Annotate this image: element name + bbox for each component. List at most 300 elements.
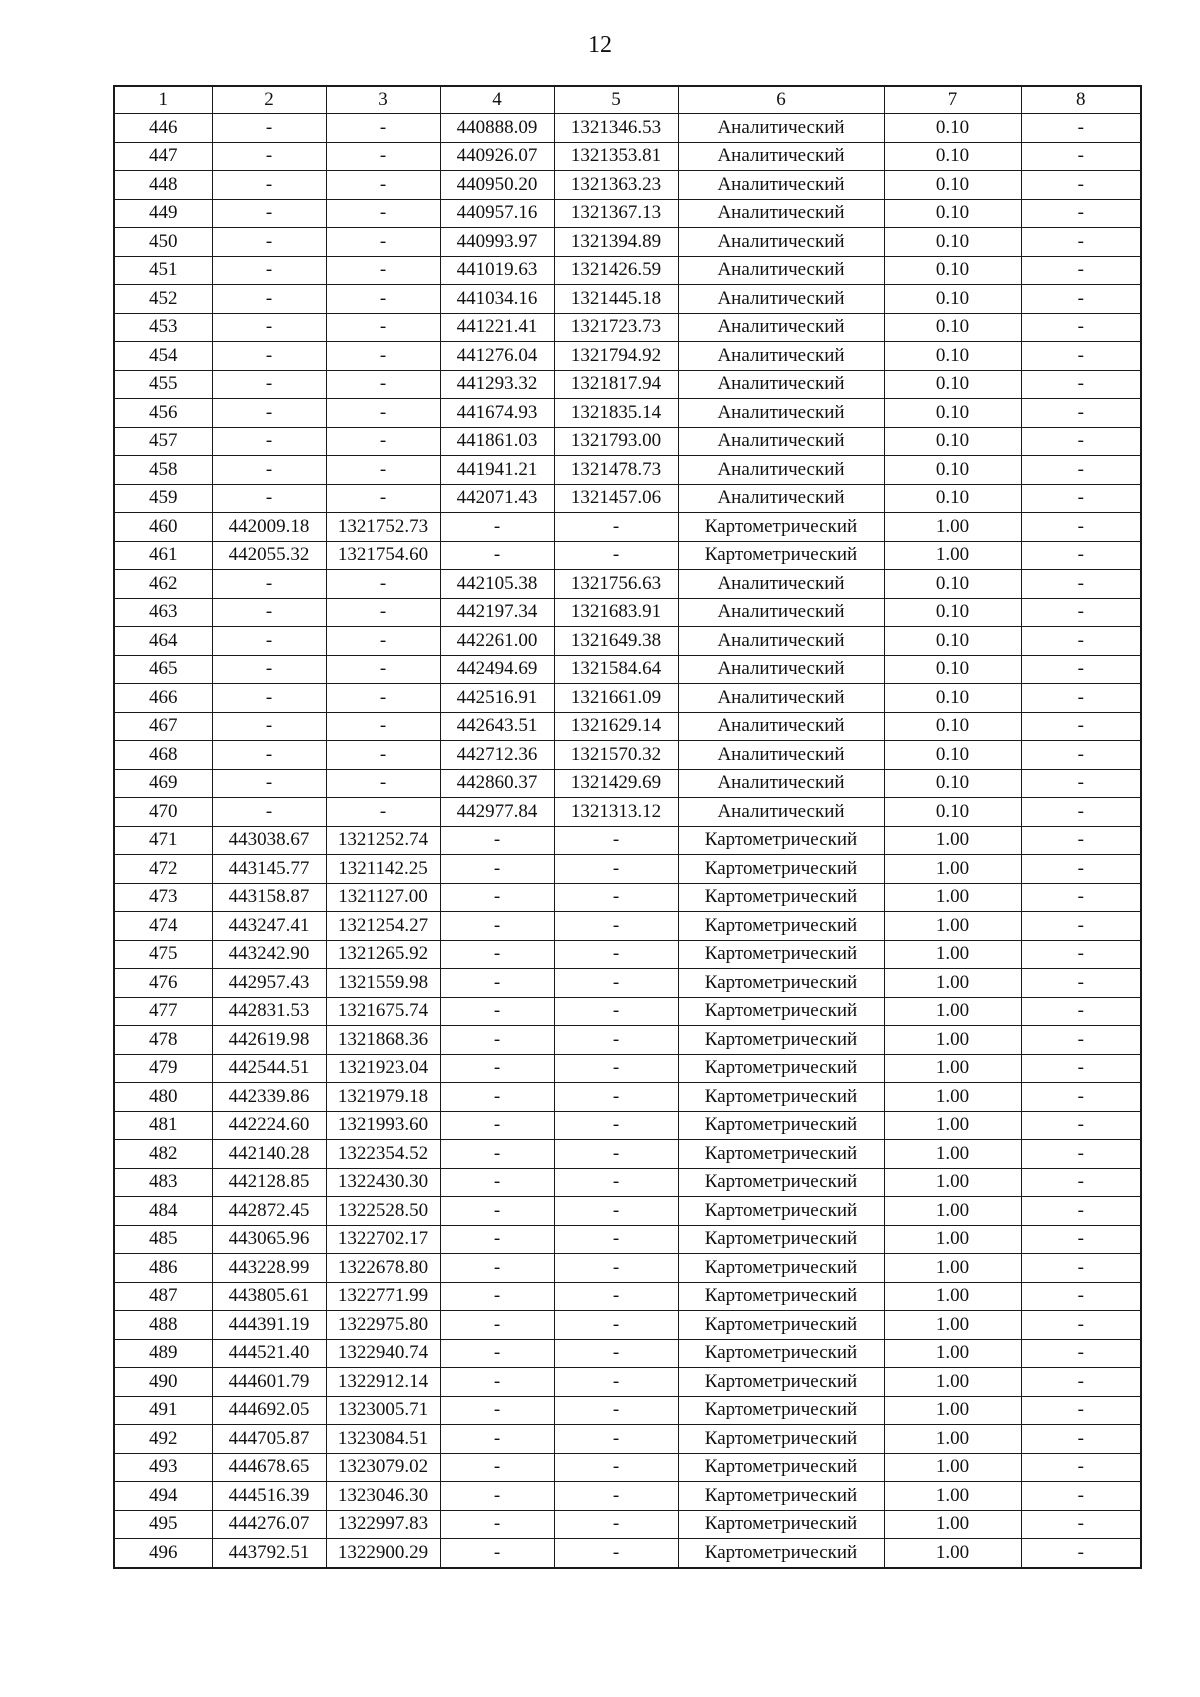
point-number-cell: 458 xyxy=(114,456,212,485)
cell-col-2: - xyxy=(212,427,326,456)
cell-col-4: 441019.63 xyxy=(440,256,554,285)
cell-col-4: 441861.03 xyxy=(440,427,554,456)
cell-col-4: - xyxy=(440,513,554,542)
accuracy-cell: 0.10 xyxy=(884,171,1021,200)
column-header: 3 xyxy=(326,86,440,114)
accuracy-cell: 1.00 xyxy=(884,1396,1021,1425)
cell-col-5: 1321445.18 xyxy=(554,285,678,314)
cell-col-4: - xyxy=(440,940,554,969)
method-cell: Картометрический xyxy=(678,1111,884,1140)
cell-col-4: - xyxy=(440,1254,554,1283)
accuracy-cell: 1.00 xyxy=(884,1054,1021,1083)
cell-col-4: 442860.37 xyxy=(440,769,554,798)
accuracy-cell: 0.10 xyxy=(884,484,1021,513)
cell-col-8: - xyxy=(1021,370,1141,399)
accuracy-cell: 1.00 xyxy=(884,940,1021,969)
cell-col-8: - xyxy=(1021,1482,1141,1511)
point-number-cell: 451 xyxy=(114,256,212,285)
cell-col-8: - xyxy=(1021,427,1141,456)
cell-col-4: - xyxy=(440,1368,554,1397)
table-row xyxy=(114,1111,1141,1140)
cell-col-4: 442977.84 xyxy=(440,798,554,827)
point-number-cell: 496 xyxy=(114,1539,212,1568)
point-number-cell: 459 xyxy=(114,484,212,513)
table-row xyxy=(114,1225,1141,1254)
point-number-cell: 466 xyxy=(114,684,212,713)
cell-col-3: - xyxy=(326,256,440,285)
cell-col-5: - xyxy=(554,1140,678,1169)
method-cell: Аналитический xyxy=(678,427,884,456)
method-cell: Аналитический xyxy=(678,798,884,827)
cell-col-3: - xyxy=(326,399,440,428)
cell-col-5: 1321457.06 xyxy=(554,484,678,513)
method-cell: Аналитический xyxy=(678,769,884,798)
table-row xyxy=(114,826,1141,855)
accuracy-cell: 1.00 xyxy=(884,912,1021,941)
cell-col-5: - xyxy=(554,1254,678,1283)
cell-col-5: - xyxy=(554,1168,678,1197)
cell-col-3: 1323084.51 xyxy=(326,1425,440,1454)
cell-col-8: - xyxy=(1021,598,1141,627)
accuracy-cell: 1.00 xyxy=(884,513,1021,542)
cell-col-8: - xyxy=(1021,228,1141,257)
column-header: 2 xyxy=(212,86,326,114)
point-number-cell: 464 xyxy=(114,627,212,656)
method-cell: Аналитический xyxy=(678,199,884,228)
cell-col-8: - xyxy=(1021,1083,1141,1112)
cell-col-2: - xyxy=(212,741,326,770)
table-row xyxy=(114,171,1141,200)
method-cell: Картометрический xyxy=(678,513,884,542)
cell-col-2: 442009.18 xyxy=(212,513,326,542)
cell-col-2: - xyxy=(212,171,326,200)
cell-col-3: 1322900.29 xyxy=(326,1539,440,1568)
point-number-cell: 467 xyxy=(114,712,212,741)
accuracy-cell: 0.10 xyxy=(884,313,1021,342)
accuracy-cell: 1.00 xyxy=(884,1168,1021,1197)
cell-col-2: - xyxy=(212,114,326,143)
cell-col-8: - xyxy=(1021,1368,1141,1397)
cell-col-8: - xyxy=(1021,342,1141,371)
cell-col-2: - xyxy=(212,370,326,399)
method-cell: Картометрический xyxy=(678,1282,884,1311)
cell-col-5: 1321478.73 xyxy=(554,456,678,485)
cell-col-5: - xyxy=(554,1083,678,1112)
table-row xyxy=(114,969,1141,998)
cell-col-2: 443038.67 xyxy=(212,826,326,855)
accuracy-cell: 0.10 xyxy=(884,598,1021,627)
cell-col-2: 443228.99 xyxy=(212,1254,326,1283)
accuracy-cell: 0.10 xyxy=(884,769,1021,798)
cell-col-8: - xyxy=(1021,541,1141,570)
method-cell: Картометрический xyxy=(678,1254,884,1283)
cell-col-4: - xyxy=(440,883,554,912)
cell-col-5: 1321353.81 xyxy=(554,142,678,171)
accuracy-cell: 1.00 xyxy=(884,1282,1021,1311)
cell-col-8: - xyxy=(1021,969,1141,998)
point-number-cell: 480 xyxy=(114,1083,212,1112)
cell-col-4: - xyxy=(440,1539,554,1568)
cell-col-3: 1321265.92 xyxy=(326,940,440,969)
cell-col-8: - xyxy=(1021,769,1141,798)
cell-col-3: 1322528.50 xyxy=(326,1197,440,1226)
method-cell: Картометрический xyxy=(678,969,884,998)
cell-col-4: 440888.09 xyxy=(440,114,554,143)
cell-col-3: - xyxy=(326,484,440,513)
cell-col-8: - xyxy=(1021,456,1141,485)
method-cell: Картометрический xyxy=(678,1054,884,1083)
cell-col-3: - xyxy=(326,313,440,342)
table-row xyxy=(114,199,1141,228)
cell-col-3: 1323046.30 xyxy=(326,1482,440,1511)
cell-col-4: - xyxy=(440,1311,554,1340)
cell-col-4: - xyxy=(440,826,554,855)
cell-col-5: 1321426.59 xyxy=(554,256,678,285)
accuracy-cell: 1.00 xyxy=(884,1083,1021,1112)
cell-col-8: - xyxy=(1021,655,1141,684)
method-cell: Аналитический xyxy=(678,171,884,200)
cell-col-2: 444521.40 xyxy=(212,1339,326,1368)
point-number-cell: 449 xyxy=(114,199,212,228)
cell-col-2: 444601.79 xyxy=(212,1368,326,1397)
method-cell: Картометрический xyxy=(678,940,884,969)
cell-col-4: - xyxy=(440,997,554,1026)
accuracy-cell: 0.10 xyxy=(884,655,1021,684)
table-row xyxy=(114,1311,1141,1340)
accuracy-cell: 1.00 xyxy=(884,997,1021,1026)
cell-col-4: - xyxy=(440,1425,554,1454)
cell-col-3: 1321752.73 xyxy=(326,513,440,542)
cell-col-8: - xyxy=(1021,1339,1141,1368)
cell-col-3: - xyxy=(326,142,440,171)
cell-col-4: - xyxy=(440,1111,554,1140)
method-cell: Картометрический xyxy=(678,1482,884,1511)
page-number: 12 xyxy=(588,32,612,58)
point-number-cell: 455 xyxy=(114,370,212,399)
cell-col-4: - xyxy=(440,541,554,570)
cell-col-5: - xyxy=(554,855,678,884)
point-number-cell: 446 xyxy=(114,114,212,143)
cell-col-3: - xyxy=(326,199,440,228)
table-row xyxy=(114,1083,1141,1112)
cell-col-8: - xyxy=(1021,1311,1141,1340)
cell-col-4: - xyxy=(440,969,554,998)
cell-col-3: - xyxy=(326,712,440,741)
table-row xyxy=(114,541,1141,570)
point-number-cell: 482 xyxy=(114,1140,212,1169)
method-cell: Картометрический xyxy=(678,855,884,884)
method-cell: Аналитический xyxy=(678,370,884,399)
cell-col-4: 441276.04 xyxy=(440,342,554,371)
accuracy-cell: 1.00 xyxy=(884,1425,1021,1454)
point-number-cell: 470 xyxy=(114,798,212,827)
method-cell: Картометрический xyxy=(678,1225,884,1254)
accuracy-cell: 1.00 xyxy=(884,1482,1021,1511)
point-number-cell: 489 xyxy=(114,1339,212,1368)
cell-col-5: 1321394.89 xyxy=(554,228,678,257)
cell-col-4: - xyxy=(440,1026,554,1055)
cell-col-8: - xyxy=(1021,1197,1141,1226)
table-row xyxy=(114,1282,1141,1311)
table-row xyxy=(114,1396,1141,1425)
cell-col-5: - xyxy=(554,1282,678,1311)
method-cell: Аналитический xyxy=(678,228,884,257)
table-row xyxy=(114,285,1141,314)
cell-col-2: 442055.32 xyxy=(212,541,326,570)
cell-col-2: 444516.39 xyxy=(212,1482,326,1511)
cell-col-2: 442128.85 xyxy=(212,1168,326,1197)
method-cell: Картометрический xyxy=(678,1396,884,1425)
cell-col-5: - xyxy=(554,1425,678,1454)
cell-col-3: 1321868.36 xyxy=(326,1026,440,1055)
cell-col-5: - xyxy=(554,1054,678,1083)
cell-col-4: 442071.43 xyxy=(440,484,554,513)
cell-col-8: - xyxy=(1021,712,1141,741)
point-number-cell: 471 xyxy=(114,826,212,855)
cell-col-4: 441293.32 xyxy=(440,370,554,399)
method-cell: Картометрический xyxy=(678,1197,884,1226)
column-header: 1 xyxy=(114,86,212,114)
point-number-cell: 483 xyxy=(114,1168,212,1197)
cell-col-2: - xyxy=(212,313,326,342)
point-number-cell: 463 xyxy=(114,598,212,627)
cell-col-5: 1321683.91 xyxy=(554,598,678,627)
cell-col-8: - xyxy=(1021,684,1141,713)
accuracy-cell: 1.00 xyxy=(884,855,1021,884)
cell-col-2: - xyxy=(212,456,326,485)
cell-col-8: - xyxy=(1021,513,1141,542)
cell-col-8: - xyxy=(1021,1054,1141,1083)
method-cell: Аналитический xyxy=(678,142,884,171)
cell-col-2: - xyxy=(212,655,326,684)
table-row xyxy=(114,427,1141,456)
point-number-cell: 481 xyxy=(114,1111,212,1140)
cell-col-8: - xyxy=(1021,883,1141,912)
cell-col-3: - xyxy=(326,741,440,770)
cell-col-5: - xyxy=(554,541,678,570)
cell-col-4: - xyxy=(440,1197,554,1226)
cell-col-8: - xyxy=(1021,1425,1141,1454)
column-header: 5 xyxy=(554,86,678,114)
cell-col-2: 443065.96 xyxy=(212,1225,326,1254)
column-header: 8 xyxy=(1021,86,1141,114)
cell-col-5: - xyxy=(554,940,678,969)
point-number-cell: 488 xyxy=(114,1311,212,1340)
cell-col-5: 1321661.09 xyxy=(554,684,678,713)
cell-col-8: - xyxy=(1021,313,1141,342)
accuracy-cell: 1.00 xyxy=(884,1510,1021,1539)
method-cell: Картометрический xyxy=(678,1339,884,1368)
table-row xyxy=(114,256,1141,285)
table-row xyxy=(114,1197,1141,1226)
point-number-cell: 452 xyxy=(114,285,212,314)
method-cell: Картометрический xyxy=(678,912,884,941)
cell-col-8: - xyxy=(1021,627,1141,656)
cell-col-2: - xyxy=(212,598,326,627)
cell-col-3: 1321979.18 xyxy=(326,1083,440,1112)
cell-col-5: - xyxy=(554,1111,678,1140)
accuracy-cell: 0.10 xyxy=(884,399,1021,428)
cell-col-2: 442140.28 xyxy=(212,1140,326,1169)
point-number-cell: 475 xyxy=(114,940,212,969)
accuracy-cell: 1.00 xyxy=(884,1140,1021,1169)
method-cell: Аналитический xyxy=(678,399,884,428)
cell-col-5: - xyxy=(554,1368,678,1397)
cell-col-3: 1321127.00 xyxy=(326,883,440,912)
table-row xyxy=(114,684,1141,713)
cell-col-5: - xyxy=(554,1311,678,1340)
table-row xyxy=(114,1510,1141,1539)
method-cell: Картометрический xyxy=(678,1311,884,1340)
accuracy-cell: 1.00 xyxy=(884,1254,1021,1283)
point-number-cell: 462 xyxy=(114,570,212,599)
cell-col-3: 1322702.17 xyxy=(326,1225,440,1254)
accuracy-cell: 0.10 xyxy=(884,798,1021,827)
cell-col-4: - xyxy=(440,1054,554,1083)
cell-col-4: 442261.00 xyxy=(440,627,554,656)
cell-col-3: - xyxy=(326,114,440,143)
cell-col-4: 440957.16 xyxy=(440,199,554,228)
cell-col-4: 441221.41 xyxy=(440,313,554,342)
table-header-row xyxy=(114,86,1141,114)
cell-col-4: - xyxy=(440,1225,554,1254)
table-row xyxy=(114,940,1141,969)
point-number-cell: 485 xyxy=(114,1225,212,1254)
point-number-cell: 484 xyxy=(114,1197,212,1226)
cell-col-2: - xyxy=(212,342,326,371)
cell-col-5: - xyxy=(554,1482,678,1511)
cell-col-3: 1321254.27 xyxy=(326,912,440,941)
table-row xyxy=(114,1254,1141,1283)
cell-col-2: 443145.77 xyxy=(212,855,326,884)
table-row xyxy=(114,1168,1141,1197)
table-row xyxy=(114,1026,1141,1055)
table-row xyxy=(114,484,1141,513)
cell-col-2: - xyxy=(212,712,326,741)
cell-col-3: 1322678.80 xyxy=(326,1254,440,1283)
cell-col-5: 1321723.73 xyxy=(554,313,678,342)
table-row xyxy=(114,1453,1141,1482)
point-number-cell: 473 xyxy=(114,883,212,912)
cell-col-2: 443247.41 xyxy=(212,912,326,941)
accuracy-cell: 1.00 xyxy=(884,1197,1021,1226)
cell-col-5: - xyxy=(554,1197,678,1226)
cell-col-4: 440993.97 xyxy=(440,228,554,257)
cell-col-2: 444391.19 xyxy=(212,1311,326,1340)
method-cell: Аналитический xyxy=(678,484,884,513)
accuracy-cell: 0.10 xyxy=(884,228,1021,257)
table-row xyxy=(114,142,1141,171)
accuracy-cell: 0.10 xyxy=(884,199,1021,228)
cell-col-4: 442105.38 xyxy=(440,570,554,599)
cell-col-8: - xyxy=(1021,741,1141,770)
table-row xyxy=(114,313,1141,342)
accuracy-cell: 0.10 xyxy=(884,142,1021,171)
table-row xyxy=(114,456,1141,485)
point-number-cell: 486 xyxy=(114,1254,212,1283)
method-cell: Аналитический xyxy=(678,627,884,656)
cell-col-8: - xyxy=(1021,570,1141,599)
method-cell: Картометрический xyxy=(678,997,884,1026)
table-row xyxy=(114,912,1141,941)
table-row xyxy=(114,370,1141,399)
cell-col-5: - xyxy=(554,912,678,941)
cell-col-8: - xyxy=(1021,484,1141,513)
cell-col-8: - xyxy=(1021,940,1141,969)
method-cell: Аналитический xyxy=(678,741,884,770)
cell-col-3: 1321993.60 xyxy=(326,1111,440,1140)
accuracy-cell: 1.00 xyxy=(884,1225,1021,1254)
point-number-cell: 474 xyxy=(114,912,212,941)
method-cell: Картометрический xyxy=(678,1539,884,1568)
cell-col-3: - xyxy=(326,456,440,485)
method-cell: Картометрический xyxy=(678,826,884,855)
cell-col-2: 443242.90 xyxy=(212,940,326,969)
cell-col-2: 443158.87 xyxy=(212,883,326,912)
cell-col-5: 1321794.92 xyxy=(554,342,678,371)
method-cell: Аналитический xyxy=(678,342,884,371)
method-cell: Аналитический xyxy=(678,313,884,342)
cell-col-4: - xyxy=(440,1282,554,1311)
cell-col-8: - xyxy=(1021,114,1141,143)
method-cell: Картометрический xyxy=(678,1453,884,1482)
cell-col-5: 1321363.23 xyxy=(554,171,678,200)
table-row xyxy=(114,655,1141,684)
cell-col-3: - xyxy=(326,655,440,684)
accuracy-cell: 0.10 xyxy=(884,712,1021,741)
accuracy-cell: 1.00 xyxy=(884,1311,1021,1340)
accuracy-cell: 0.10 xyxy=(884,285,1021,314)
cell-col-8: - xyxy=(1021,1026,1141,1055)
cell-col-8: - xyxy=(1021,256,1141,285)
cell-col-4: 442494.69 xyxy=(440,655,554,684)
cell-col-3: - xyxy=(326,570,440,599)
cell-col-4: - xyxy=(440,1140,554,1169)
cell-col-2: - xyxy=(212,484,326,513)
method-cell: Аналитический xyxy=(678,712,884,741)
cell-col-4: - xyxy=(440,912,554,941)
cell-col-2: - xyxy=(212,256,326,285)
cell-col-3: 1322912.14 xyxy=(326,1368,440,1397)
cell-col-4: 442643.51 xyxy=(440,712,554,741)
accuracy-cell: 0.10 xyxy=(884,684,1021,713)
cell-col-2: 442872.45 xyxy=(212,1197,326,1226)
cell-col-3: 1322354.52 xyxy=(326,1140,440,1169)
cell-col-8: - xyxy=(1021,1510,1141,1539)
table-row xyxy=(114,1140,1141,1169)
method-cell: Аналитический xyxy=(678,684,884,713)
cell-col-5: - xyxy=(554,969,678,998)
cell-col-3: 1321559.98 xyxy=(326,969,440,998)
cell-col-3: - xyxy=(326,598,440,627)
cell-col-3: 1321675.74 xyxy=(326,997,440,1026)
cell-col-3: - xyxy=(326,769,440,798)
cell-col-4: 442516.91 xyxy=(440,684,554,713)
cell-col-2: - xyxy=(212,285,326,314)
cell-col-3: - xyxy=(326,370,440,399)
cell-col-2: - xyxy=(212,798,326,827)
table-row xyxy=(114,855,1141,884)
cell-col-5: - xyxy=(554,513,678,542)
table-row xyxy=(114,228,1141,257)
cell-col-2: - xyxy=(212,627,326,656)
cell-col-8: - xyxy=(1021,1539,1141,1568)
cell-col-3: 1321142.25 xyxy=(326,855,440,884)
cell-col-8: - xyxy=(1021,826,1141,855)
cell-col-8: - xyxy=(1021,1168,1141,1197)
method-cell: Картометрический xyxy=(678,1026,884,1055)
table-row xyxy=(114,741,1141,770)
